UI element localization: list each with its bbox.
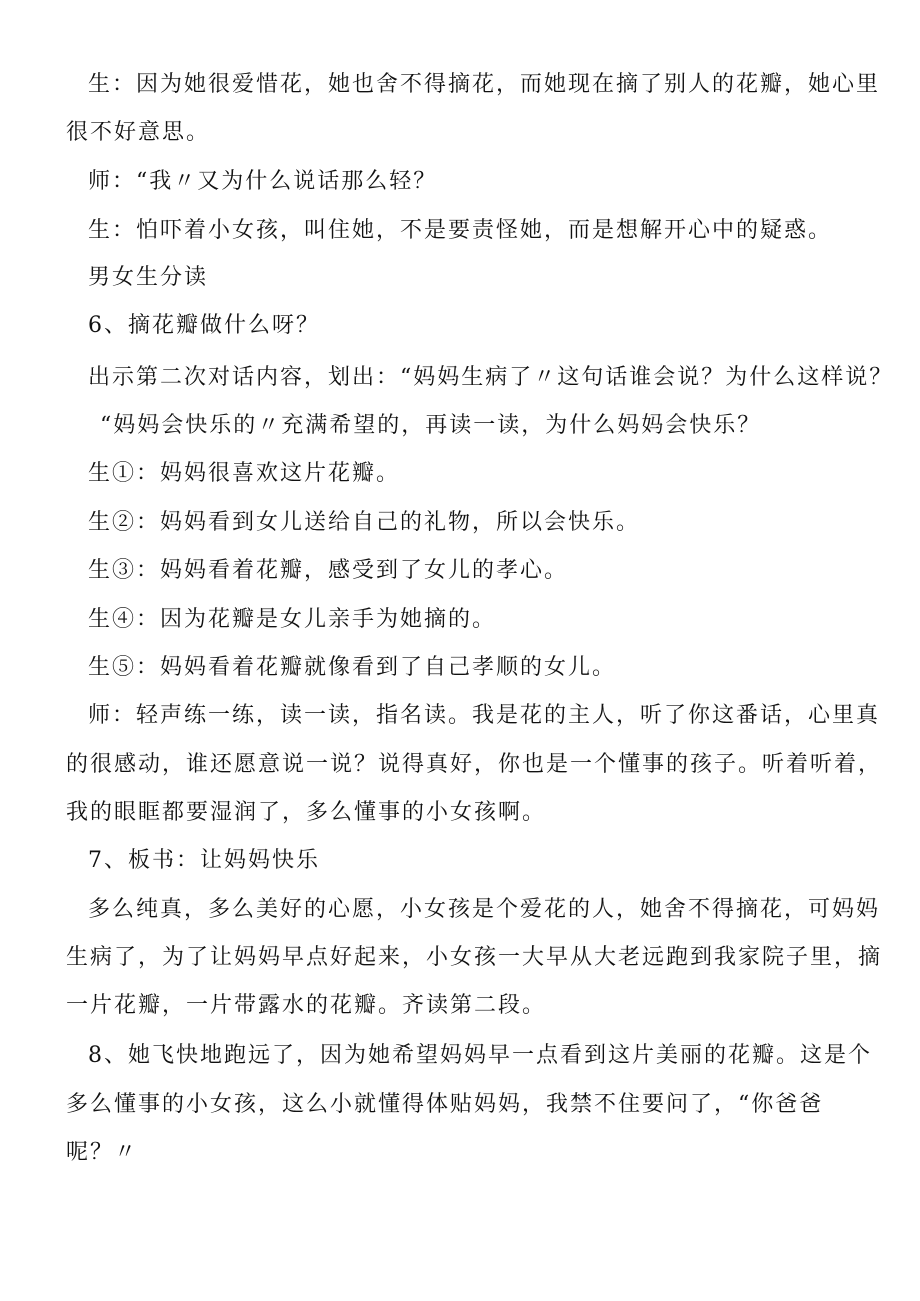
- text-line: “妈妈会快乐的〃充满希望的，再读一读，为什么妈妈会快乐？: [100, 413, 762, 438]
- text-line: 生：怕吓着小女孩，叫住她，不是要责怪她，而是想解开心中的疑惑。: [88, 218, 833, 243]
- text-line: 很不好意思。: [66, 120, 211, 145]
- text-line: 生③：妈妈看着花瓣，感受到了女儿的孝心。: [88, 558, 569, 583]
- text-line: 多么懂事的小女孩，这么小就懂得体贴妈妈，我禁不住要问了，“你爸爸: [66, 1092, 824, 1117]
- text-line: 师：“我〃又为什么说话那么轻？: [88, 169, 438, 194]
- text-line: 6、摘花瓣做什么呀？: [88, 313, 320, 338]
- text-line: 的很感动，谁还愿意说一说？说得真好，你也是一个懂事的孩子。听着听着，: [66, 752, 883, 777]
- text-line: 8、她飞快地跑远了，因为她希望妈妈早一点看到这片美丽的花瓣。这是个: [88, 1043, 872, 1068]
- text-line: 多么纯真，多么美好的心愿，小女孩是个爱花的人，她舍不得摘花，可妈妈: [88, 897, 881, 922]
- text-line: 生①：妈妈很喜欢这片花瓣。: [88, 461, 401, 486]
- text-line: 生病了，为了让妈妈早点好起来，小女孩一大早从大老远跑到我家院子里，摘: [66, 945, 883, 970]
- text-line: 男女生分读: [88, 265, 209, 290]
- text-line: 出示第二次对话内容，划出：“妈妈生病了〃这句话谁会说？为什么这样说？: [88, 365, 894, 390]
- text-line: 呢？〃: [66, 1140, 139, 1165]
- text-line: 生：因为她很爱惜花，她也舍不得摘花，而她现在摘了别人的花瓣，她心里: [88, 72, 881, 97]
- text-line: 师：轻声练一练，读一读，指名读。我是花的主人，听了你这番话，心里真: [88, 703, 881, 728]
- text-line: 生②：妈妈看到女儿送给自己的礼物，所以会快乐。: [88, 510, 641, 535]
- text-line: 生④：因为花瓣是女儿亲手为她摘的。: [88, 607, 497, 632]
- text-line: 我的眼眶都要湿润了，多么懂事的小女孩啊。: [66, 800, 547, 825]
- text-line: 生⑤：妈妈看着花瓣就像看到了自己孝顺的女儿。: [88, 655, 617, 680]
- text-line: 一片花瓣，一片带露水的花瓣。齐读第二段。: [66, 993, 547, 1018]
- text-line: 7、板书：让妈妈快乐: [88, 848, 320, 873]
